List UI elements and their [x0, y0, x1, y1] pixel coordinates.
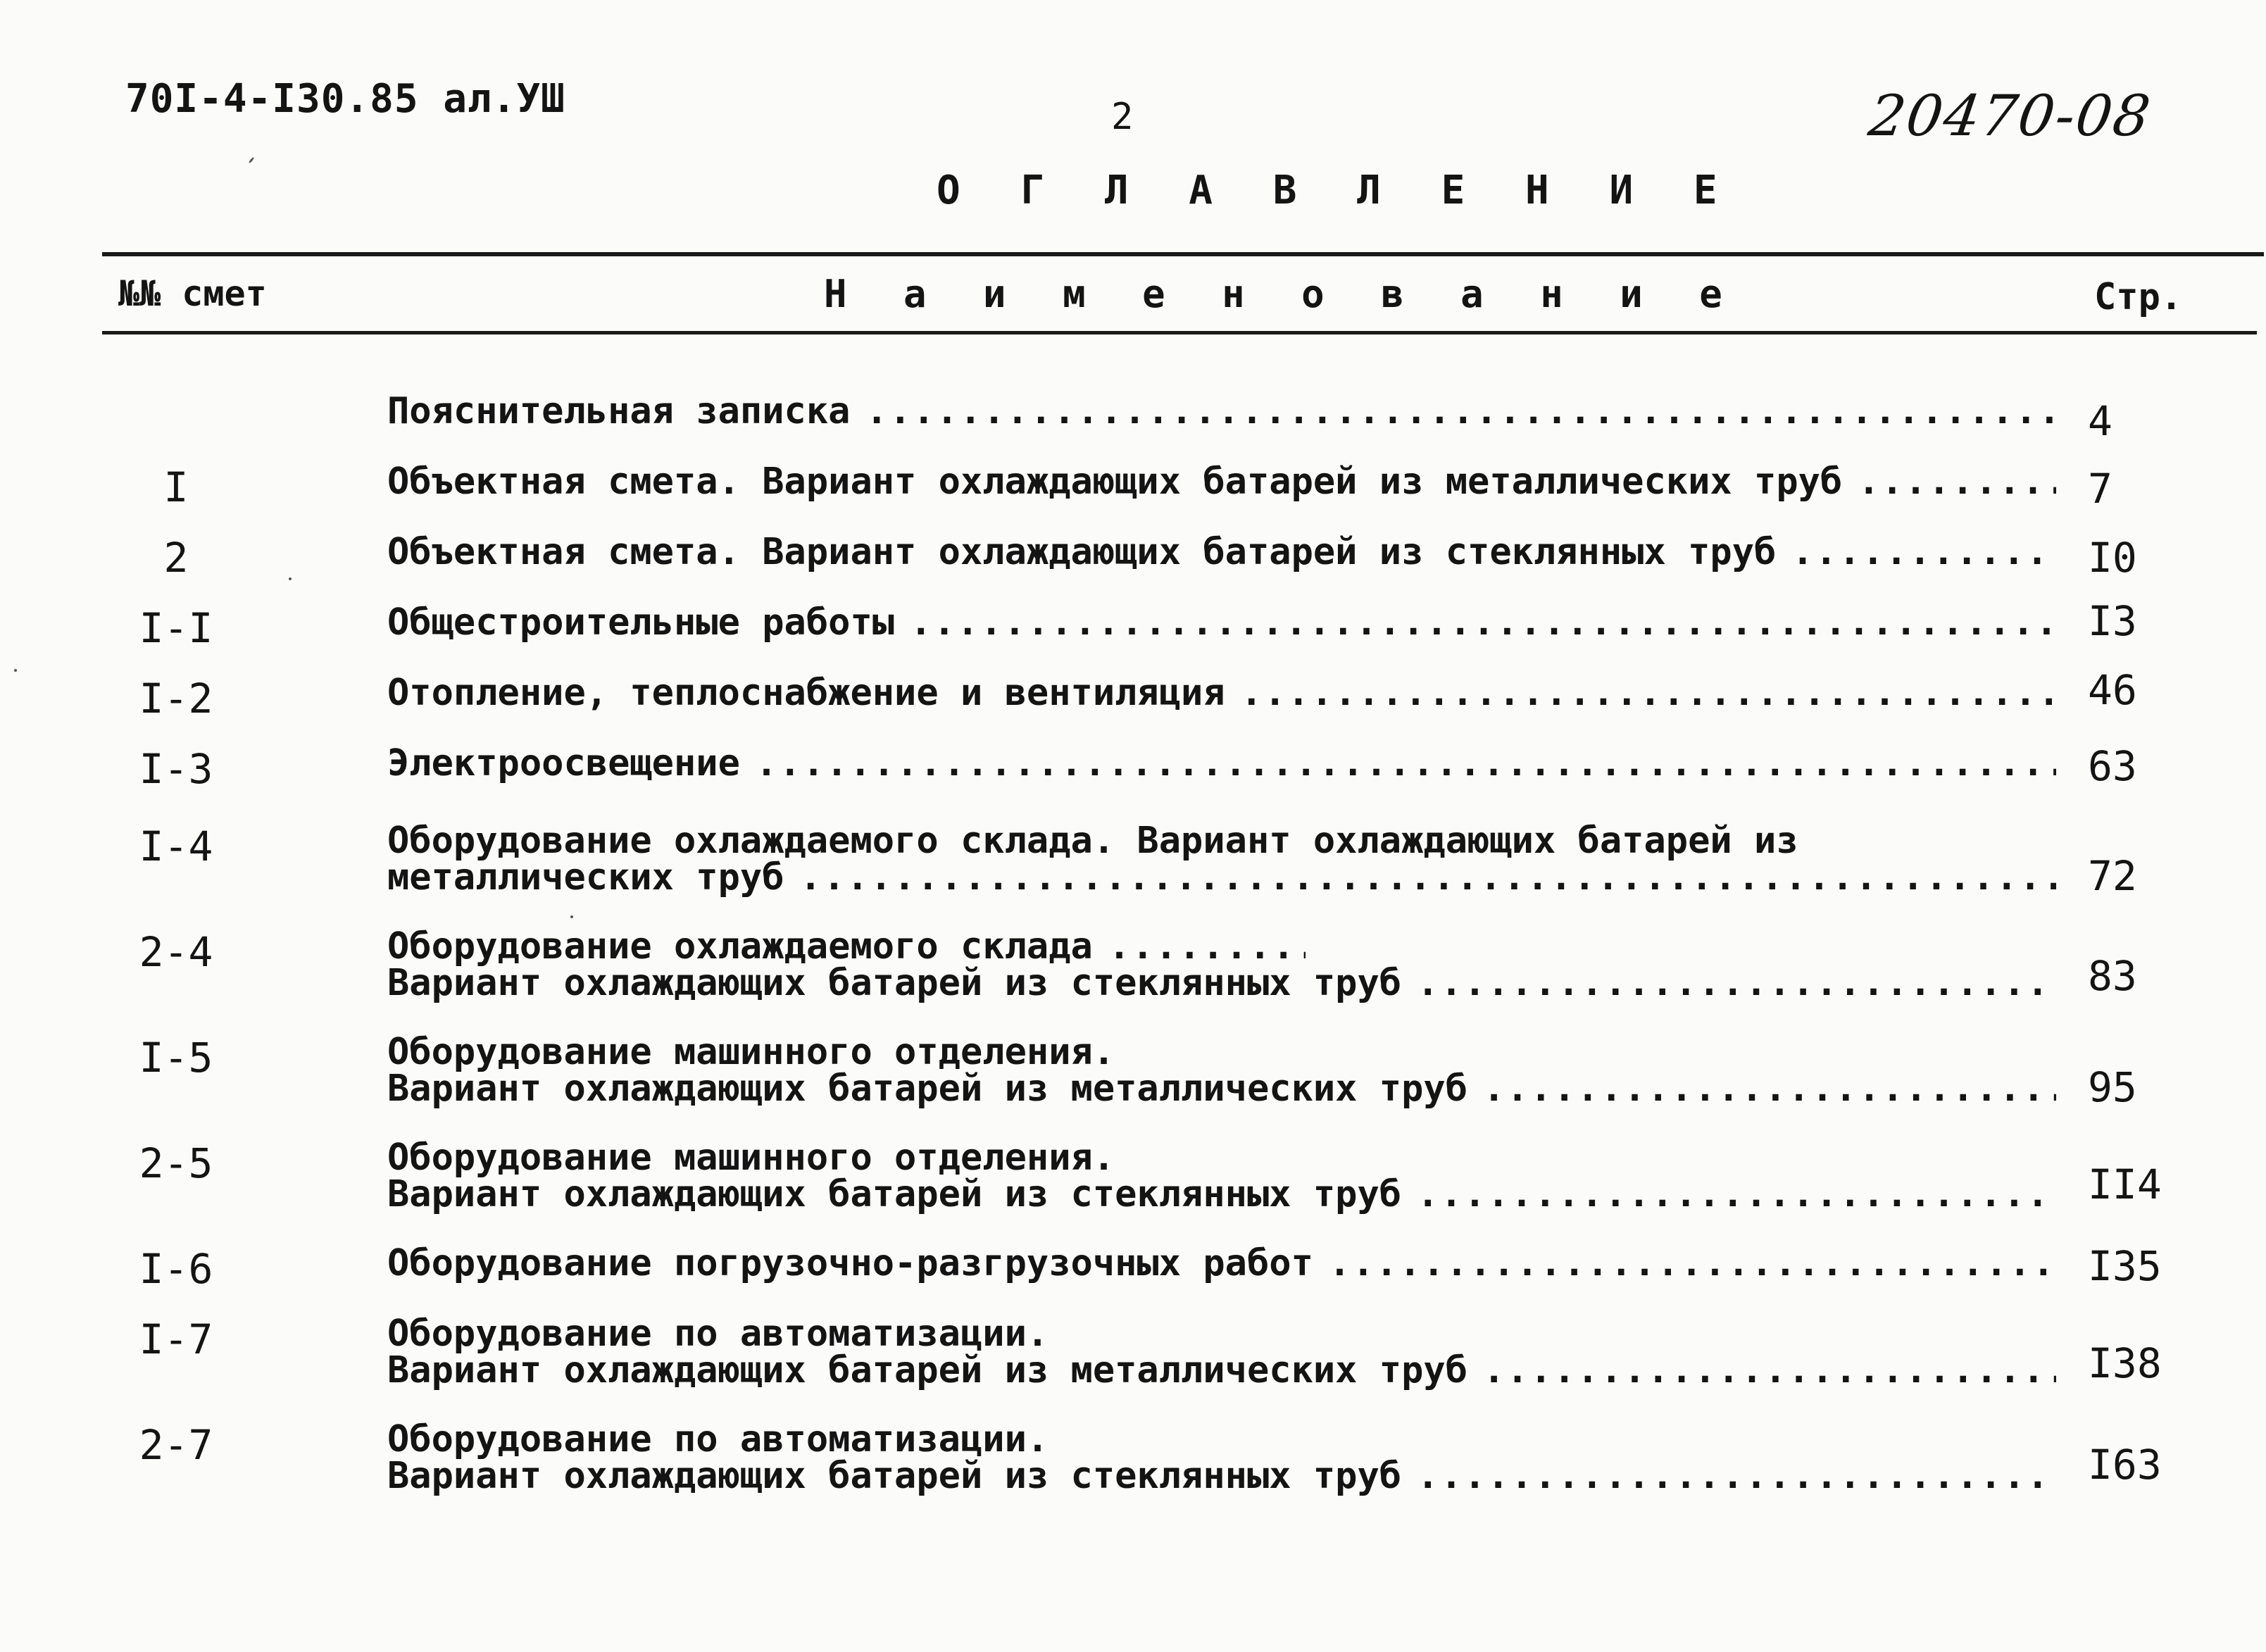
dot-leader — [756, 745, 2056, 782]
entry-line: Вариант охлаждающих батарей из стеклянных труб — [387, 962, 1402, 1004]
column-header-name: Н а и м е н о в а н и е — [824, 272, 1739, 316]
entry-line: Оборудование по автоматизации. — [387, 1313, 1049, 1355]
toc-page: 95 — [2088, 1063, 2137, 1111]
entry-line: Оборудование погрузочно-разгрузочных работ — [387, 1242, 1313, 1284]
scan-speck — [289, 577, 292, 580]
toc-entry-name — [387, 601, 2056, 644]
dot-leader — [1329, 1245, 2056, 1282]
toc-estimate-number: 2-7 — [139, 1421, 213, 1469]
toc-entry-name — [387, 820, 2056, 899]
toc-page: 4 — [2088, 397, 2112, 445]
document-code: 70I-4-I30.85 ал.УШ — [125, 76, 565, 122]
toc-estimate-number: I-2 — [139, 675, 213, 722]
toc-page: I3 — [2088, 597, 2137, 645]
scan-speck — [14, 669, 17, 672]
toc-page: 46 — [2088, 666, 2137, 714]
entry-line: Отопление, теплоснабжение и вентиляция — [387, 672, 1225, 714]
dot-leader — [1241, 675, 2056, 711]
handwritten-registration-number: 20470-08 — [1865, 83, 2155, 149]
toc-entry-name — [387, 672, 2056, 714]
entry-line: Электроосвещение — [387, 742, 740, 784]
toc-page: 7 — [2088, 465, 2112, 513]
toc-page: I0 — [2088, 534, 2137, 582]
toc-entry-name — [387, 925, 2056, 1004]
toc-page: I35 — [2088, 1242, 2162, 1290]
table-header-rule — [102, 331, 2257, 334]
entry-line: Объектная смета. Вариант охлаждающих батарей из стеклянных труб — [387, 531, 1777, 573]
toc-page: 63 — [2088, 742, 2137, 790]
entry-line: Оборудование машинного отделения. — [387, 1031, 1115, 1073]
toc-estimate-number: 2-4 — [139, 928, 213, 976]
entry-line: Общестроительные работы — [387, 601, 895, 644]
dot-leader — [1108, 928, 1306, 965]
dot-leader — [1417, 1458, 2056, 1494]
dot-leader — [1417, 1176, 2056, 1213]
toc-entry-name — [387, 1242, 2056, 1284]
dot-leader — [910, 604, 2056, 641]
toc-entry-name — [387, 390, 2056, 432]
dot-leader — [800, 859, 2056, 896]
toc-estimate-number: I-4 — [139, 822, 213, 870]
entry-line: Оборудование охлаждаемого склада. Вариант охлаждающих батарей из — [387, 820, 1798, 862]
dot-leader — [1791, 534, 2056, 570]
dot-leader — [1483, 1070, 2056, 1107]
toc-estimate-number: I-5 — [139, 1034, 213, 1082]
toc-estimate-number: 2 — [163, 534, 189, 582]
toc-entry-name — [387, 742, 2056, 784]
toc-page: I38 — [2088, 1339, 2162, 1387]
toc-title: О Г Л А В Л Е Н И Е — [937, 168, 1736, 213]
entry-line: Оборудование охлаждаемого склада — [387, 925, 1093, 968]
dot-leader — [865, 393, 2056, 430]
dot-leader — [1417, 965, 2056, 1001]
toc-estimate-number: I — [163, 463, 189, 511]
entry-line: Вариант охлаждающих батарей из металлических труб — [387, 1068, 1468, 1110]
toc-estimate-number: I-I — [139, 604, 213, 652]
entry-line: Вариант охлаждающих батарей из металлических труб — [387, 1349, 1468, 1391]
entry-line: Пояснительная записка — [387, 390, 851, 432]
entry-line: Объектная смета. Вариант охлаждающих батарей из металлических труб — [387, 461, 1843, 503]
toc-page: 72 — [2088, 852, 2137, 900]
toc-entry-name — [387, 1139, 2056, 1213]
table-top-rule — [102, 252, 2264, 256]
toc-page: 83 — [2088, 952, 2137, 1000]
toc-estimate-number: 2-5 — [139, 1139, 213, 1187]
toc-entry-name — [387, 1418, 2056, 1497]
entry-line: Оборудование машинного отделения. — [387, 1137, 1115, 1179]
scan-speck — [249, 157, 255, 164]
toc-estimate-number: I-3 — [139, 745, 213, 793]
dot-leader — [1483, 1352, 2056, 1389]
toc-estimate-number: I-7 — [139, 1315, 213, 1363]
toc-estimate-number: I-6 — [139, 1245, 213, 1293]
entry-line: Оборудование по автоматизации. — [387, 1418, 1049, 1460]
column-header-page: Стр. — [2094, 276, 2183, 318]
toc-entry-name — [387, 531, 2056, 573]
scan-speck — [570, 915, 573, 918]
dot-leader — [1858, 463, 2056, 500]
toc-entry-name — [387, 1031, 2056, 1110]
toc-entry-name — [387, 1315, 2056, 1389]
page-number: 2 — [1111, 96, 1134, 138]
entry-line: Вариант охлаждающих батарей из стеклянных труб — [387, 1455, 1402, 1497]
entry-line: Вариант охлаждающих батарей из стеклянных труб — [387, 1173, 1402, 1215]
entry-line: металлических труб — [387, 856, 784, 899]
column-header-estimate-number: №№ смет — [118, 273, 267, 314]
toc-entry-name — [387, 461, 2056, 503]
toc-page: I63 — [2088, 1441, 2162, 1489]
toc-page: II4 — [2088, 1160, 2162, 1208]
